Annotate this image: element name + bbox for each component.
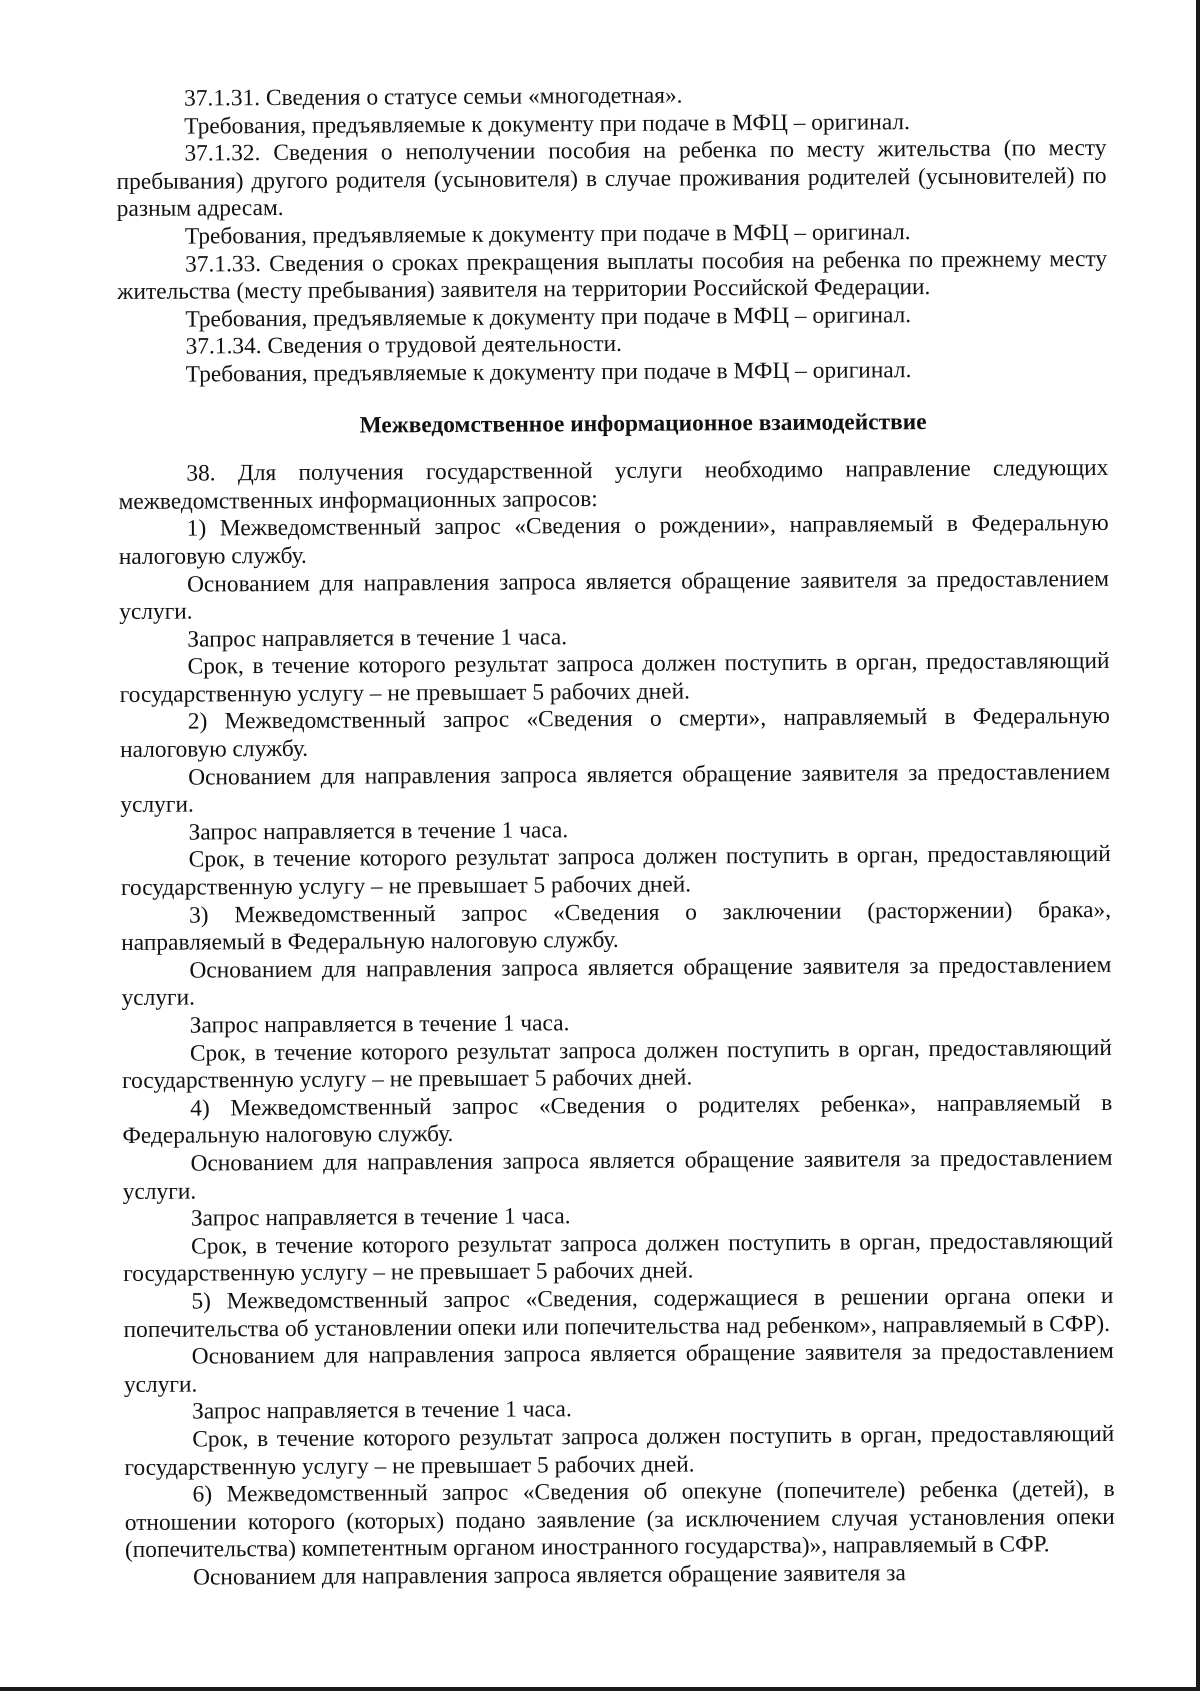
request-5-deadline: Срок, в течение которого результат запроса должен поступить в орган, предоставляющий государственную услугу – не превышает 5 рабочих дней.: [124, 1420, 1115, 1481]
request-2-title: 2) Межведомственный запрос «Сведения о смерти», направляемый в Федеральную налоговую службу.: [119, 703, 1110, 764]
request-4-title: 4) Межведомственный запрос «Сведения о родителях ребенка», направляемый в Федеральную налоговую службу.: [122, 1089, 1113, 1150]
requirements-paragraph: Требования, предъявляемые к документу при подаче в МФЦ – оригинал.: [185, 357, 912, 388]
paragraph-37-1-34: 37.1.34. Сведения о трудовой деятельности.: [185, 331, 622, 360]
request-3-timing: Запрос направляется в течение 1 часа.: [189, 1010, 570, 1039]
request-5-title: 5) Межведомственный запрос «Сведения, содержащиеся в решении органа опеки и попечительства об установлении опеки или попечительства над ребенком», направляемый в СФР).: [123, 1282, 1114, 1343]
request-1-title: 1) Межведомственный запрос «Сведения о рождении», направляемый в Федеральную налоговую службу.: [118, 510, 1109, 570]
request-3-title: 3) Межведомственный запрос «Сведения о заключении (расторжении) брака», направляемый в Федеральную налоговую службу.: [121, 896, 1112, 957]
request-4-timing: Запрос направляется в течение 1 часа.: [190, 1203, 571, 1232]
request-2-basis: Основанием для направления запроса является обращение заявителя за предоставлением услуги.: [120, 758, 1111, 819]
scan-border-right: [1196, 0, 1200, 1691]
request-2-deadline: Срок, в течение которого результат запроса должен поступить в орган, предоставляющий государственную услугу – не превышает 5 рабочих дней.: [120, 841, 1111, 902]
section-heading: Межведомственное информационное взаимодействие: [359, 408, 927, 439]
document-body: [116, 80, 1115, 1592]
paragraph-37-1-32: 37.1.32. Сведения о неполучении пособия на ребенка по месту жительства (по месту пребывания) другого родителя (усыновителя) в случае проживания родителей (усыновителей) по разным адресам.: [116, 135, 1107, 223]
requirements-paragraph: Требования, предъявляемые к документу при подаче в МФЦ – оригинал.: [185, 301, 912, 333]
request-1-basis: Основанием для направления запроса является обращение заявителя за предоставлением услуги.: [119, 565, 1110, 626]
paragraph-38: 38. Для получения государственной услуги необходимо направление следующих межведомственных информационных запросов:: [118, 455, 1109, 515]
request-3-deadline: Срок, в течение которого результат запроса должен поступить в орган, предоставляющий государственную услугу – не превышает 5 рабочих дней.: [121, 1034, 1112, 1095]
request-5-timing: Запрос направляется в течение 1 часа.: [192, 1396, 572, 1425]
request-6-title: 6) Межведомственный запрос «Сведения об опекуне (попечителе) ребенка (детей), в отношении которого (которых) подано заявление (за исключением случая установления опеки (попечительства) компетентным органом иностранного государства)», направляемый в СФР.: [124, 1476, 1115, 1564]
request-1-timing: Запрос направляется в течение 1 часа.: [187, 623, 568, 653]
request-6-basis: Основанием для направления запроса является обращение заявителя за: [193, 1560, 906, 1591]
request-2-timing: Запрос направляется в течение 1 часа.: [188, 817, 569, 846]
scan-border-bottom: [0, 1687, 1200, 1691]
request-1-deadline: Срок, в течение которого результат запроса должен поступить в орган, предоставляющий государственную услугу – не превышает 5 рабочих дней.: [119, 648, 1110, 708]
paragraph-37-1-33: 37.1.33. Сведения о сроках прекращения выплаты пособия на ребенка по прежнему месту жительства (месту пребывания) заявителя на территории Российской Федерации.: [117, 245, 1108, 306]
request-4-basis: Основанием для направления запроса является обращение заявителя за предоставлением услуги.: [122, 1144, 1113, 1205]
requirements-paragraph: Требования, предъявляемые к документу при подаче в МФЦ – оригинал.: [184, 219, 911, 250]
requirements-paragraph: Требования, предъявляемые к документу при подаче в МФЦ – оригинал.: [184, 108, 910, 140]
request-4-deadline: Срок, в течение которого результат запроса должен поступить в орган, предоставляющий государственную услугу – не превышает 5 рабочих дней.: [123, 1227, 1114, 1288]
request-5-basis: Основанием для направления запроса является обращение заявителя за предоставлением услуги.: [123, 1338, 1114, 1398]
request-3-basis: Основанием для направления запроса является обращение заявителя за предоставлением услуги.: [121, 951, 1112, 1012]
paragraph-37-1-31: 37.1.31. Сведения о статусе семьи «многодетная».: [183, 82, 683, 112]
